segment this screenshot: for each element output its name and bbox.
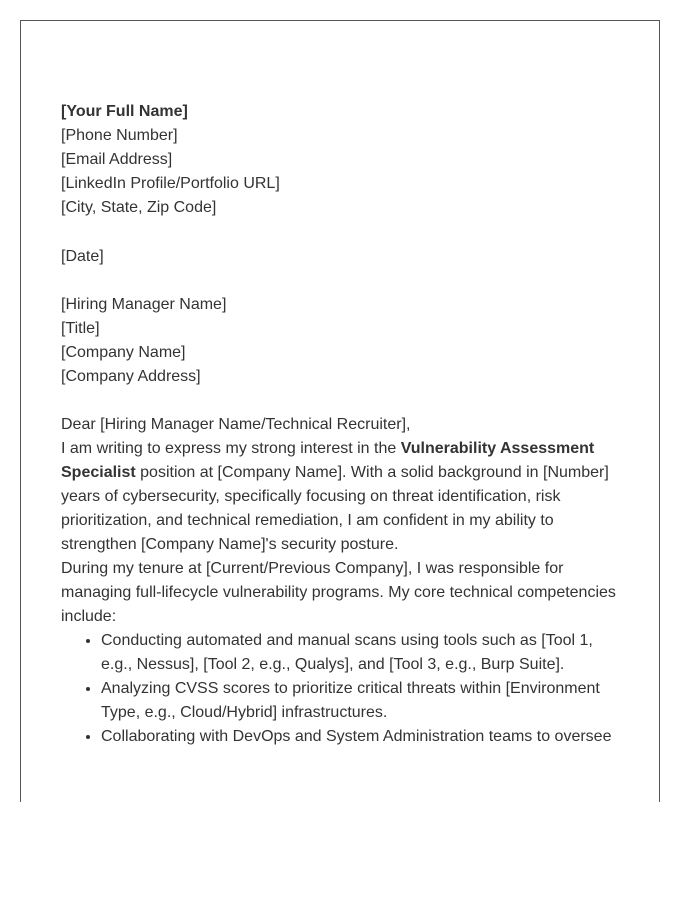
recipient-name: [Hiring Manager Name] (61, 296, 227, 313)
sender-phone: [Phone Number] (61, 127, 178, 144)
salutation-block (61, 413, 623, 437)
experience-paragraph: During my tenure at [Current/Previous Company], I was responsible for managing full-lifecycle vulnerability programs. My core technical competencies include: (61, 560, 616, 625)
sender-location: [City, State, Zip Code] (61, 199, 217, 216)
position-title: Vulnerability Assessment Specialist (61, 440, 595, 481)
letter-date: [Date] (61, 248, 104, 265)
competency-list (61, 629, 623, 749)
intro-paragraph (61, 437, 623, 557)
list-item: • Conducting automated and manual scans using tools such as [Tool 1, e.g., Nessus], [Tool 2, e.g., Qualys], and [Tool 3, e.g., Burp Suite]. (101, 629, 623, 677)
list-item: • Collaborating with DevOps and System Administration teams to oversee (101, 725, 623, 749)
sender-email: [Email Address] (61, 151, 173, 168)
letter-content (61, 100, 623, 749)
recipient-address: [Company Address] (61, 368, 201, 385)
date-block (61, 245, 623, 269)
letter-page (20, 20, 660, 802)
recipient-block (61, 293, 623, 389)
list-item: • Analyzing CVSS scores to prioritize critical threats within [Environment Type, e.g., Cloud/Hybrid] infrastructures. (101, 677, 623, 725)
sender-block (61, 100, 623, 220)
sender-linkedin: [LinkedIn Profile/Portfolio URL] (61, 175, 280, 192)
recipient-title: [Title] (61, 320, 100, 337)
salutation: Dear [Hiring Manager Name/Technical Recruiter], (61, 416, 411, 433)
intro-text-after: position at [Company Name]. With a solid background in [Number] years of cybersecurity, specifically focusing on threat identification, risk prioritization, and technical remediation, I am confident in my ability to strengthen [Company Name]'s security posture. (61, 464, 609, 553)
recipient-company: [Company Name] (61, 344, 186, 361)
intro-text-before: I am writing to express my strong interest in the (61, 440, 401, 457)
sender-name: [Your Full Name] (61, 103, 188, 120)
